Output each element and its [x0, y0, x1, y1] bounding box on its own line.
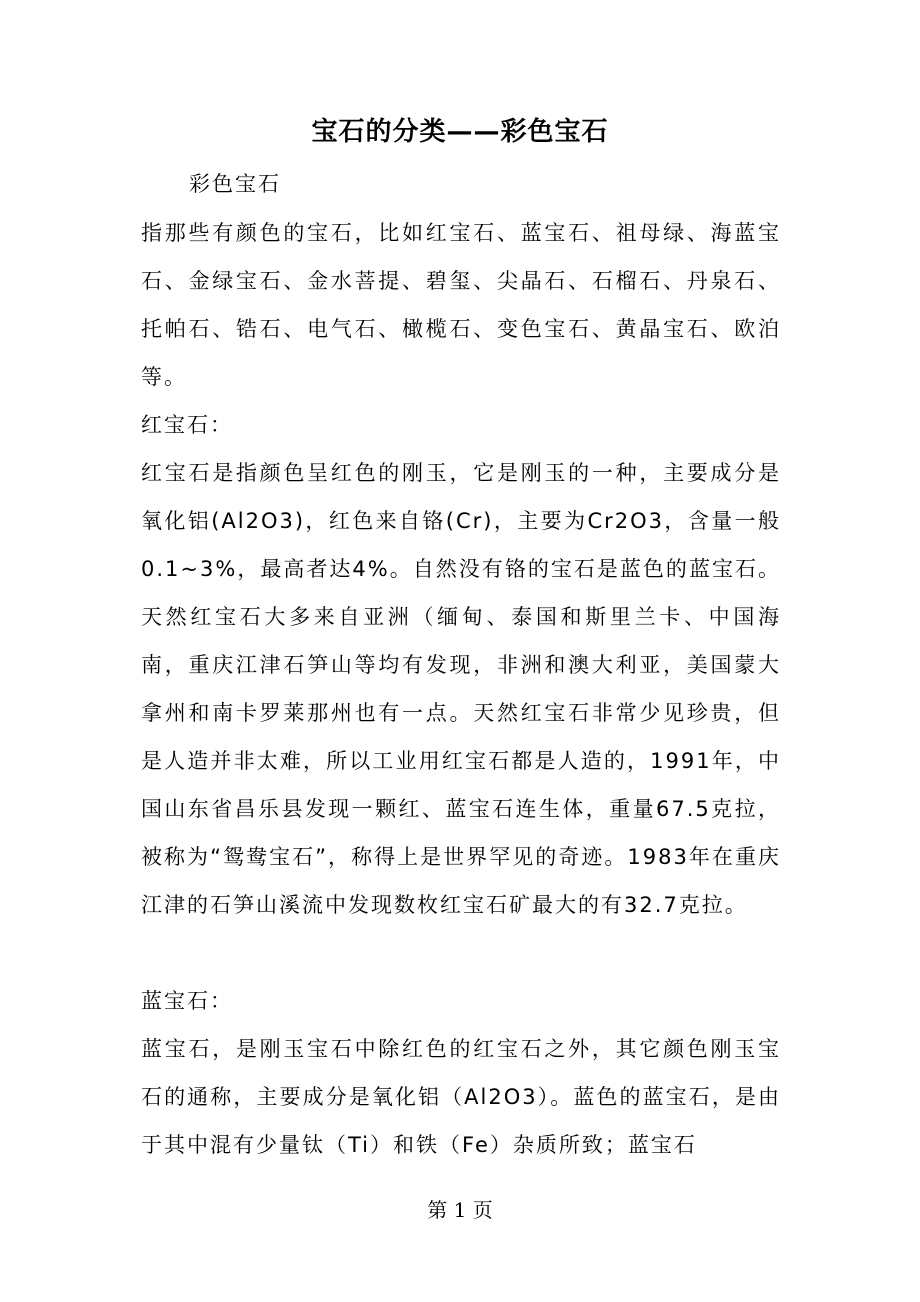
sapphire-paragraph: 蓝宝石，是刚玉宝石中除红色的红宝石之外，其它颜色刚玉宝石的通称，主要成分是氧化铝（Al2O3）。蓝色的蓝宝石，是由于其中混有少量钛（Ti）和铁（Fe）杂质所致；蓝宝石	[141, 1037, 781, 1157]
sapphire-heading: 蓝宝石：	[141, 989, 233, 1013]
section-subtitle: 彩色宝石	[189, 172, 281, 196]
intro-paragraph: 指那些有颜色的宝石，比如红宝石、蓝宝石、祖母绿、海蓝宝石、金绿宝石、金水菩提、碧玺、尖晶石、石榴石、丹泉石、托帕石、锆石、电气石、橄榄石、变色宝石、黄晶宝石、欧泊等。	[141, 221, 781, 389]
page-number: 第 1 页	[427, 1198, 493, 1222]
ruby-paragraph: 红宝石是指颜色呈红色的刚玉，它是刚玉的一种，主要成分是氧化铝(Al2O3)，红色来自铬(Cr)，主要为Cr2O3，含量一般0.1~3%，最高者达4%。自然没有铬的宝石是蓝色的蓝宝石。天然红宝石大多来自亚洲（缅甸、泰国和斯里兰卡、中国海南，重庆江津石笋山等均有发现，非洲和澳大利亚，美国蒙大拿州和南卡罗莱那州也有一点。天然红宝石非常少见珍贵，但是人造并非太难，所以工业用红宝石都是人造的，1991年，中国山东省昌乐县发现一颗红、蓝宝石连生体，重量67.5克拉，被称为“鸳鸯宝石”，称得上是世界罕见的奇迹。1983年在重庆江津的石笋山溪流中发现数枚红宝石矿最大的有32.7克拉。	[141, 461, 781, 917]
ruby-heading: 红宝石：	[141, 413, 233, 437]
page-title: 宝石的分类——彩色宝石	[311, 117, 609, 147]
